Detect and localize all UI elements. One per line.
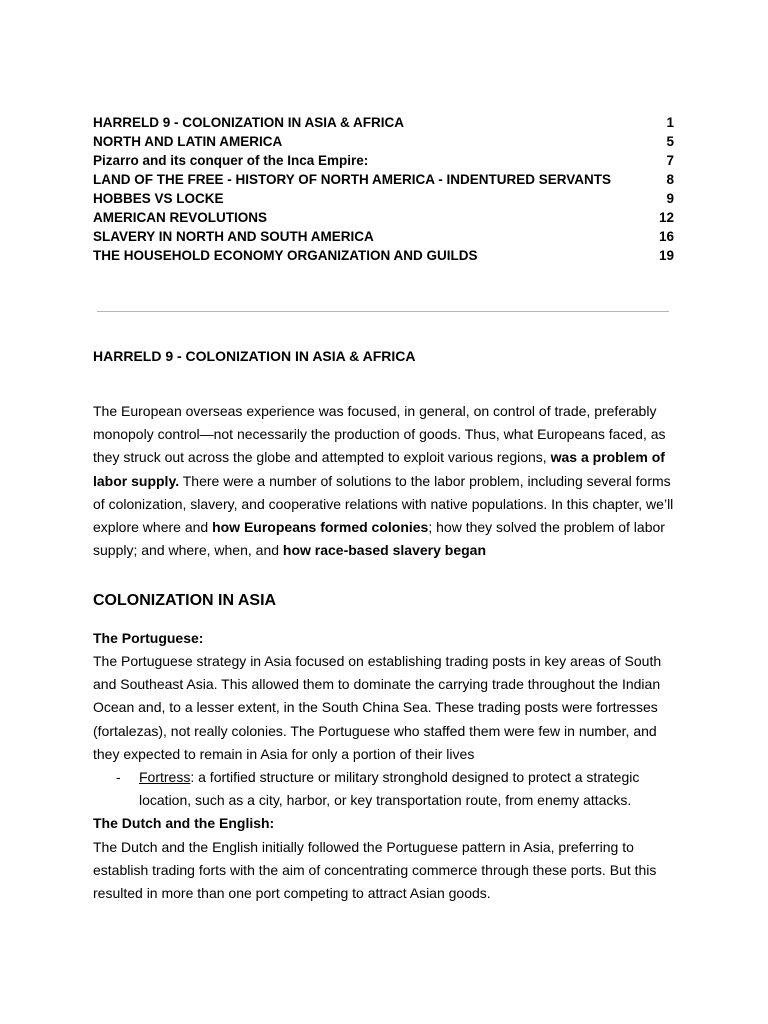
toc-entry[interactable] bbox=[93, 151, 674, 170]
toc-page: 19 bbox=[658, 248, 674, 263]
table-of-contents bbox=[93, 113, 674, 265]
toc-entry[interactable] bbox=[93, 189, 674, 208]
toc-page: 16 bbox=[658, 229, 674, 244]
toc-page: 5 bbox=[666, 134, 674, 149]
horizontal-divider bbox=[97, 311, 669, 312]
toc-entry[interactable] bbox=[93, 208, 674, 227]
toc-page: 8 bbox=[666, 172, 674, 187]
toc-page: 1 bbox=[666, 115, 674, 130]
intro-text: ; how they solved the problem of labor supply; and where, when, and bbox=[93, 519, 665, 559]
toc-title: LAND OF THE FREE - HISTORY OF NORTH AMERICA - INDENTURED SERVANTS bbox=[93, 172, 612, 187]
bullet-item bbox=[93, 766, 675, 812]
intro-text: The European overseas experience was focused, in general, on control of trade, preferably monopoly control—not necessarily the production of goods. Thus, what Europeans faced, as they struck out across the globe and attempted to exploit various regions, bbox=[93, 403, 666, 466]
toc-title: AMERICAN REVOLUTIONS bbox=[93, 210, 268, 225]
intro-bold: how Europeans formed colonies bbox=[212, 519, 429, 536]
toc-entry[interactable] bbox=[93, 113, 674, 132]
toc-title: HARRELD 9 - COLONIZATION IN ASIA & AFRICA bbox=[93, 115, 404, 130]
portuguese-paragraph: The Portuguese strategy in Asia focused on establishing trading posts in key areas of South and Southeast Asia. This allowed them to dominate the carrying trade throughout the Indian Ocean and, to a lesser extent, in the South China Sea. These trading posts were fortresses (fortalezas), not really colonies. The Portuguese who staffed them were few in number, and they expected to remain in Asia for only a portion of their lives bbox=[93, 652, 662, 762]
toc-entry[interactable] bbox=[93, 132, 674, 151]
toc-title: Pizarro and its conquer of the Inca Empire: bbox=[93, 153, 369, 168]
toc-title: THE HOUSEHOLD ECONOMY ORGANIZATION AND GUILDS bbox=[93, 248, 478, 263]
toc-title: NORTH AND LATIN AMERICA bbox=[93, 134, 283, 149]
toc-entry[interactable] bbox=[93, 170, 674, 189]
toc-page: 9 bbox=[666, 191, 674, 206]
bullet-dash: - bbox=[116, 768, 121, 785]
dutch-english-heading: The Dutch and the English: bbox=[93, 815, 275, 832]
toc-title: HOBBES VS LOCKE bbox=[93, 191, 224, 206]
intro-bold: how race-based slavery began bbox=[282, 542, 486, 559]
colonization-heading: COLONIZATION IN ASIA bbox=[93, 592, 277, 610]
bullet-text bbox=[139, 766, 675, 812]
toc-title: SLAVERY IN NORTH AND SOUTH AMERICA bbox=[93, 229, 374, 244]
portuguese-heading: The Portuguese: bbox=[93, 629, 204, 646]
toc-page: 12 bbox=[658, 210, 674, 225]
section-heading: HARRELD 9 - COLONIZATION IN ASIA & AFRICA bbox=[93, 348, 416, 364]
bullet-definition: : a fortified structure or military stronghold designed to protect a strategic location, such as a city, harbor, or key transportation route, from enemy attacks. bbox=[139, 768, 640, 809]
intro-text: There were a number of solutions to the labor problem, including several forms of colonization, slavery, and cooperative relations with native populations. In this chapter, we’ll explore where and bbox=[93, 472, 674, 536]
intro-bold: was a problem of labor supply. bbox=[93, 449, 665, 489]
dutch-english-paragraph: The Dutch and the English initially followed the Portuguese pattern in Asia, preferring to establish trading forts with the aim of concentrating commerce through these ports. But this resulted in more than one port competing to attract Asian goods. bbox=[93, 838, 657, 901]
bullet-term: Fortress bbox=[139, 768, 191, 785]
intro-paragraph bbox=[93, 400, 675, 562]
document-body bbox=[93, 346, 675, 905]
toc-entry[interactable] bbox=[93, 246, 674, 265]
toc-page: 7 bbox=[666, 153, 674, 168]
toc-entry[interactable] bbox=[93, 227, 674, 246]
